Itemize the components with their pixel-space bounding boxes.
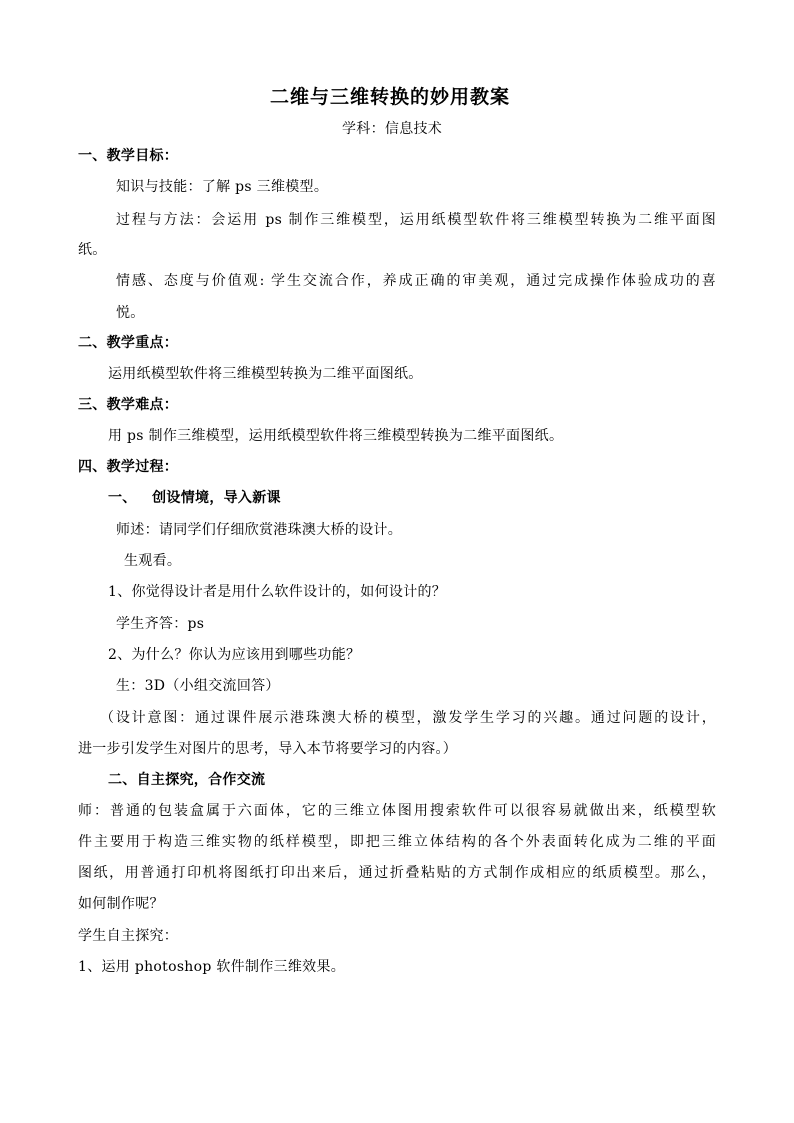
teacher-explain-line2: 件主要用于构造三维实物的纸样模型，即把三维立体结构的各个外表面转化成为二维的平面 bbox=[78, 834, 716, 850]
goal-emotion-line2: 悦。 bbox=[116, 305, 145, 321]
teacher-explain-line3: 图纸，用普通打印机将图纸打印出来后，通过折叠粘贴的方式制作成相应的纸质模型。那么， bbox=[78, 865, 716, 881]
goal-emotion-line1: 情感、态度与价值观: 学生交流合作，养成正确的审美观，通过完成操作体验成功的喜 bbox=[116, 273, 716, 289]
section-heading-goals: 一、教学目标： bbox=[78, 148, 179, 164]
key-points-text: 运用纸模型软件将三维模型转换为二维平面图纸。 bbox=[108, 366, 423, 382]
section-heading-key-points: 二、教学重点： bbox=[78, 335, 179, 351]
students-watch: 生观看。 bbox=[124, 553, 182, 569]
teacher-explain-line4: 如何制作呢？ bbox=[78, 896, 164, 912]
design-intent-line1: （设计意图：通过课件展示港珠澳大桥的模型，激发学生学习的兴趣。通过问题的设计， bbox=[100, 710, 716, 726]
section-heading-procedure: 四、教学过程： bbox=[78, 459, 179, 475]
answer-2: 生：3D（小组交流回答） bbox=[116, 678, 280, 694]
goal-process-line1: 过程与方法：会运用 ps 制作三维模型，运用纸模型软件将三维模型转换为二维平面图 bbox=[116, 212, 716, 228]
goal-knowledge: 知识与技能：了解 ps 三维模型。 bbox=[116, 179, 329, 195]
subject-label: 学科：信息技术 bbox=[342, 121, 443, 137]
procedure-part2-heading: 二、自主探究，合作交流 bbox=[108, 772, 266, 788]
teacher-explain-line1: 师：普通的包装盒属于六面体，它的三维立体图用搜索软件可以很容易就做出来，纸模型软 bbox=[78, 803, 716, 819]
question-2: 2、为什么？你认为应该用到哪些功能？ bbox=[108, 647, 361, 663]
difficulties-text: 用 ps 制作三维模型，运用纸模型软件将三维模型转换为二维平面图纸。 bbox=[108, 428, 564, 444]
question-1: 1、你觉得设计者是用什么软件设计的，如何设计的？ bbox=[108, 584, 447, 600]
answer-1: 学生齐答：ps bbox=[116, 616, 205, 632]
section-heading-difficulties: 三、教学难点： bbox=[78, 397, 179, 413]
document-title: 二维与三维转换的妙用教案 bbox=[270, 86, 511, 108]
teacher-intro: 师述：请同学们仔细欣赏港珠澳大桥的设计。 bbox=[116, 522, 402, 538]
design-intent-line2: 进一步引发学生对图片的思考，导入本节将要学习的内容。） bbox=[78, 741, 458, 757]
student-explore-label: 学生自主探究： bbox=[78, 928, 179, 944]
goal-process-line2: 纸。 bbox=[78, 242, 107, 258]
procedure-part1-heading: 一、 创设情境，导入新课 bbox=[108, 490, 281, 506]
explore-step-1: 1、运用 photoshop 软件制作三维效果。 bbox=[78, 959, 346, 975]
